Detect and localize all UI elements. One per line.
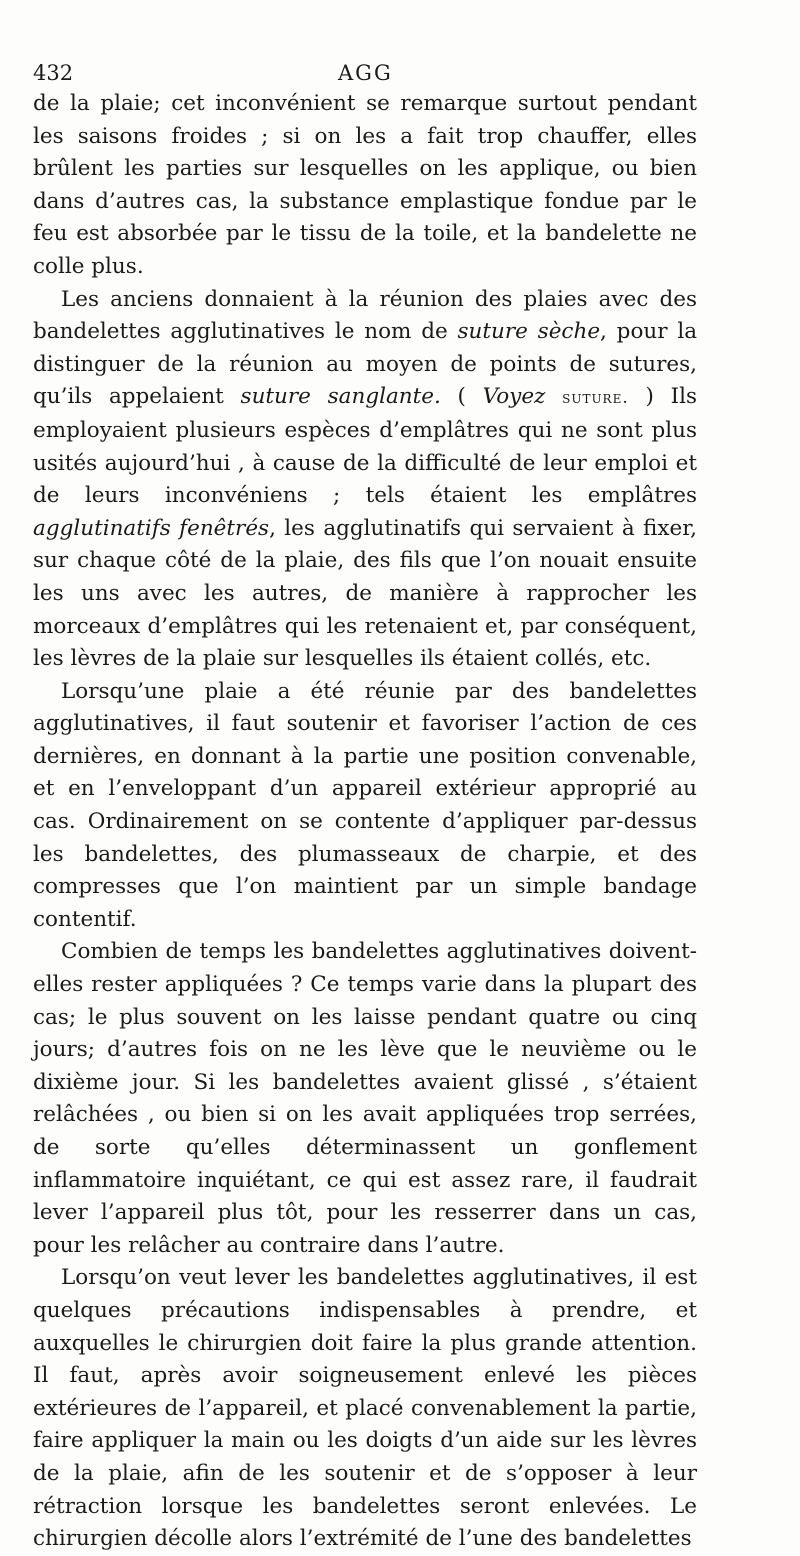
paragraph-1 [33, 88, 697, 284]
text-span: Combien de temps les bandelettes agglutinatives doivent-elles rester appliquées ? Ce temps varie dans la plupart des cas; le plus souvent on les laisse pendant quatre ou cinq jours; d’autres fois on ne les lève que le neuvième ou le dixième jour. Si les bandelettes avaient glissé , s’étaient relâchées , ou bien si on les avait appliquées trop serrées, de sorte qu’elles déterminassent un gonflement inflammatoire inquiétant, ce qui est assez rare, il faudrait lever l’appareil plus tôt, pour les resserrer dans un cas, pour les relâcher au contraire dans l’autre. [33, 939, 697, 1258]
page-number: 432 [33, 61, 74, 85]
text-span: de la plaie; cet inconvénient se remarque surtout pendant les saisons froides ; si on les a fait trop chauffer, elles brûlent les parties sur lesquelles on les applique, ou bien dans d’autres cas, la substance emplastique fondue par le feu est absorbée par le tissu de la toile, et la bandelette ne colle plus. [33, 91, 697, 279]
page-header [33, 58, 697, 88]
italic-term: suture sanglante. [240, 384, 441, 410]
text-span: , pour la distinguer de la réunion au moyen de points de sutures, qu’ils appelaient [33, 319, 698, 410]
italic-term: Voyez [482, 384, 546, 410]
paragraph-3 [33, 676, 697, 937]
italic-term: suture sèche [457, 319, 601, 345]
text-span: , les agglutinatifs qui servaient à fixer, sur chaque côté de la plaie, des fils que l’on nouait ensuite les uns avec les autres, de manière à rapprocher les morceaux d’emplâtres qui les retenaient et, par conséquent, les lèvres de la plaie sur lesquelles ils étaient collés, etc. [33, 515, 697, 672]
paragraph-5 [33, 1262, 697, 1555]
running-head: AGG [338, 61, 393, 85]
paragraph-4 [33, 936, 697, 1262]
italic-term: agglutinatifs fenêtrés [33, 515, 270, 541]
text-span: ( [440, 384, 483, 410]
text-span: Lorsqu’une plaie a été réunie par des bandelettes agglutinatives, il faut soutenir et favoriser l’action de ces dernières, en donnant à la partie une position convenable, et en l’enveloppant d’un appareil extérieur approprié au cas. Ordinairement on se contente d’appliquer par-dessus les bandelettes, des plumasseaux de charpie, et des compresses que l’on maintient par un simple bandage contentif. [33, 678, 697, 932]
cross-reference: suture. [562, 388, 629, 409]
text-span [545, 384, 562, 409]
text-span: Lorsqu’on veut lever les bandelettes agglutinatives, il est quelques précautions indispensables à prendre, et auxquelles le chirurgien doit faire la plus grande attention. Il faut, après avoir soigneusement enlevé les pièces extérieures de l’appareil, et placé convenablement la partie, faire appliquer la main ou les doigts d’un aide sur les lèvres de la plaie, afin de les soutenir et de s’opposer à leur rétraction lorsque les bandelettes seront enlevées. Le chirurgien décolle alors l’extrémité de l’une des bandelettes [33, 1265, 697, 1552]
text-span: ) Ils employaient plusieurs espèces d’emplâtres qui ne sont plus usités aujourd’hui , à cause de la difficulté de leur emploi et de leurs inconvéniens ; tels étaient les emplâtres [33, 384, 698, 509]
text-span: Les anciens donnaient à la réunion des plaies avec des bandelettes agglutinatives le nom de [33, 286, 697, 345]
document-page [33, 58, 697, 1556]
paragraph-2 [33, 284, 697, 676]
